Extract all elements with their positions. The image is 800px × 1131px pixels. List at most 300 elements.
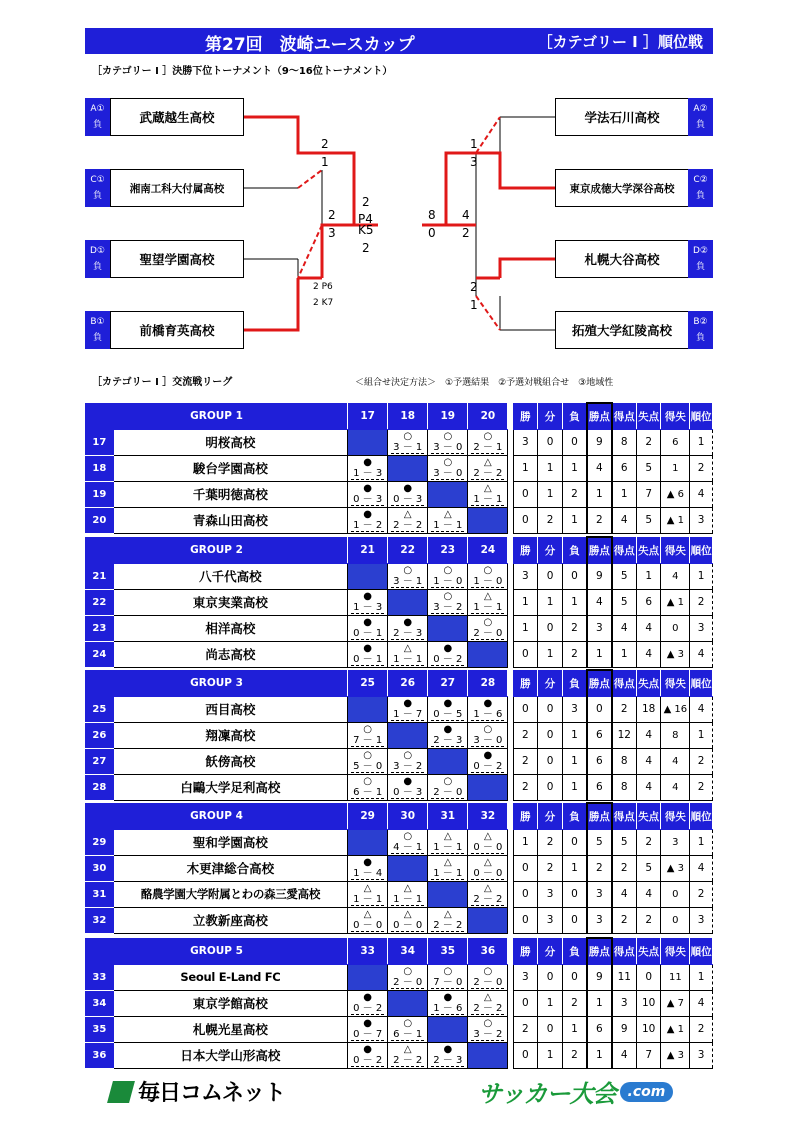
stat-value: 9: [587, 964, 612, 990]
stat-value: 0: [538, 722, 563, 748]
match-result: [468, 615, 508, 641]
match-result: [348, 1016, 388, 1042]
stat-header: 勝点: [587, 537, 612, 563]
stat-value: 3: [562, 696, 587, 722]
result-mark: △: [484, 482, 492, 494]
result-mark: ○: [483, 430, 493, 442]
table-row: [86, 1016, 713, 1042]
stat-header: 失点: [636, 403, 661, 429]
bracket-score: 2: [470, 280, 478, 294]
result-score: 2 － 0: [473, 976, 503, 988]
stat-header: 勝点: [587, 670, 612, 696]
team-name: 駿台学園高校: [113, 455, 347, 481]
stat-value: 1: [587, 990, 612, 1016]
opponent-header: 20: [468, 403, 508, 429]
stat-value: 0: [538, 563, 563, 589]
team-number: 24: [86, 641, 114, 667]
match-result: [428, 774, 468, 800]
stat-value: 10: [636, 990, 661, 1016]
stat-header: 負: [562, 537, 587, 563]
match-result: [428, 964, 468, 990]
self-cell: [348, 964, 388, 990]
match-result: [348, 907, 388, 933]
stat-header: 勝: [513, 403, 538, 429]
team-name: 相洋高校: [113, 615, 347, 641]
opponent-header: 33: [348, 938, 388, 964]
stat-value: 4: [636, 774, 661, 800]
stat-header: 得失: [661, 803, 690, 829]
team-number: 20: [86, 507, 114, 533]
footer: [0, 1068, 800, 1108]
result-score: 2 － 3: [433, 1054, 463, 1066]
match-result: [348, 990, 388, 1016]
stat-header: 分: [538, 938, 563, 964]
stat-value: ▲ 3: [661, 855, 690, 881]
stat-value: 4: [612, 1042, 637, 1068]
stat-value: 1: [690, 563, 713, 589]
match-result: [348, 722, 388, 748]
stat-value: 1: [562, 507, 587, 533]
match-result: [388, 641, 428, 667]
stat-value: 3: [587, 615, 612, 641]
result-mark: △: [403, 1043, 412, 1055]
result-mark: ●: [403, 482, 413, 494]
result-score: 1 － 3: [353, 601, 383, 613]
table-row: [86, 641, 713, 667]
method-note: ＜組合せ決定方法＞ ①予選結果 ②予選対戦組合せ ③地域性: [355, 378, 614, 388]
stat-value: 3: [513, 964, 538, 990]
result-mark: ○: [403, 749, 413, 761]
table-row: [86, 429, 713, 455]
self-cell: [468, 641, 508, 667]
self-cell: [388, 589, 428, 615]
result-score: 1 － 1: [433, 519, 463, 531]
result-score: 2 － 3: [393, 627, 423, 639]
match-result: [348, 641, 388, 667]
stat-value: 4: [690, 481, 713, 507]
team-name: 八千代高校: [113, 563, 347, 589]
table-row: [86, 855, 713, 881]
result-score: 0 － 1: [353, 653, 383, 665]
stat-value: 0: [513, 907, 538, 933]
result-score: 2 － 2: [473, 893, 503, 905]
stat-header: 得点: [612, 403, 637, 429]
result-score: 2 － 2: [473, 467, 503, 479]
result-mark: ○: [483, 616, 493, 628]
stat-header: 勝点: [587, 938, 612, 964]
result-mark: △: [484, 830, 492, 842]
stat-value: 0: [513, 990, 538, 1016]
result-mark: ●: [363, 482, 373, 494]
result-mark: ○: [403, 430, 413, 442]
opponent-header: 28: [468, 670, 508, 696]
bracket-score: 2: [328, 208, 336, 222]
stat-value: 4: [661, 748, 690, 774]
result-mark: ○: [443, 775, 453, 787]
match-result: [468, 429, 508, 455]
match-result: [428, 907, 468, 933]
table-row: [86, 774, 713, 800]
group-name: GROUP 5: [86, 938, 348, 964]
team-number: 30: [86, 855, 114, 881]
table-row: [86, 722, 713, 748]
match-result: [348, 748, 388, 774]
stat-value: 4: [636, 641, 661, 667]
stat-value: 1: [690, 829, 713, 855]
stat-value: 4: [690, 641, 713, 667]
result-mark: △: [403, 642, 412, 654]
stat-value: 1: [513, 615, 538, 641]
opponent-header: 26: [388, 670, 428, 696]
stat-value: 12: [612, 722, 637, 748]
match-result: [388, 429, 428, 455]
stat-value: 6: [587, 774, 612, 800]
stat-value: 2: [690, 881, 713, 907]
stat-value: 0: [636, 964, 661, 990]
result-score: 1 － 2: [353, 519, 383, 531]
comnet-mark-icon: [107, 1081, 135, 1103]
result-score: 0 － 5: [433, 708, 463, 720]
match-result: [348, 455, 388, 481]
stat-value: 4: [636, 615, 661, 641]
match-result: [388, 1016, 428, 1042]
stat-value: 1: [538, 1042, 563, 1068]
stat-value: 6: [612, 455, 637, 481]
team-number: 34: [86, 990, 114, 1016]
result-score: 7 － 0: [433, 976, 463, 988]
stat-header: 分: [538, 537, 563, 563]
stat-value: 5: [636, 455, 661, 481]
stat-header: 失点: [636, 938, 661, 964]
stat-value: 1: [513, 829, 538, 855]
seed-c2: C② 負: [688, 169, 713, 207]
result-mark: △: [443, 508, 452, 520]
stat-value: ▲ 1: [661, 507, 690, 533]
league-subtitle: ［カテゴリー I ］交流戦リーグ: [92, 377, 233, 388]
result-mark: ●: [403, 775, 413, 787]
team-name: Seoul E-Land FC: [113, 964, 347, 990]
team-number: 25: [86, 696, 114, 722]
result-score: 6 － 1: [393, 1028, 423, 1040]
result-mark: ○: [443, 965, 453, 977]
stat-value: 5: [612, 589, 637, 615]
stat-value: 5: [636, 855, 661, 881]
stat-value: 0: [538, 696, 563, 722]
result-mark: ●: [483, 749, 493, 761]
self-cell: [428, 481, 468, 507]
result-mark: ○: [483, 965, 493, 977]
result-mark: ●: [403, 697, 413, 709]
stat-value: 2: [562, 1042, 587, 1068]
stat-value: 11: [661, 964, 690, 990]
match-result: [428, 641, 468, 667]
result-score: 0 － 2: [353, 1002, 383, 1014]
stat-value: 1: [538, 455, 563, 481]
match-result: [348, 481, 388, 507]
match-result: [468, 1016, 508, 1042]
seed-a1: A① 負: [85, 98, 110, 136]
seed-b2: B② 負: [688, 311, 713, 349]
match-result: [348, 615, 388, 641]
stat-value: 3: [587, 881, 612, 907]
result-mark: ○: [403, 830, 413, 842]
result-mark: ●: [363, 642, 373, 654]
stat-header: 分: [538, 803, 563, 829]
result-score: 1 － 3: [353, 467, 383, 479]
table-row: [86, 563, 713, 589]
result-mark: ○: [483, 1017, 493, 1029]
result-score: 1 － 1: [473, 601, 503, 613]
result-mark: ●: [443, 697, 453, 709]
stat-value: 4: [612, 881, 637, 907]
stat-value: 2: [513, 1016, 538, 1042]
stat-value: 1: [538, 641, 563, 667]
stat-header: 得失: [661, 938, 690, 964]
self-cell: [428, 1016, 468, 1042]
result-score: 2 － 2: [433, 919, 463, 931]
stat-value: 0: [661, 907, 690, 933]
result-mark: ○: [443, 430, 453, 442]
group-table: [85, 937, 713, 1069]
seed-d1: D① 負: [85, 240, 110, 278]
group-table: [85, 802, 713, 934]
table-row: [86, 696, 713, 722]
result-score: 1 － 4: [353, 867, 383, 879]
result-score: 1 － 1: [473, 493, 503, 505]
bracket-score: 1: [470, 298, 478, 312]
opponent-header: 23: [428, 537, 468, 563]
stat-value: 2: [612, 855, 637, 881]
stat-value: 4: [690, 855, 713, 881]
stat-value: 1: [538, 990, 563, 1016]
stat-value: 2: [690, 455, 713, 481]
stat-value: 1: [513, 455, 538, 481]
team-name: 翔凜高校: [113, 722, 347, 748]
result-score: 0 － 2: [433, 653, 463, 665]
stat-value: 4: [636, 881, 661, 907]
team-number: 26: [86, 722, 114, 748]
bracket-score: 3: [470, 155, 478, 169]
result-score: 1 － 1: [433, 841, 463, 853]
team-number: 29: [86, 829, 114, 855]
stat-value: 1: [587, 1042, 612, 1068]
stat-value: 3: [690, 615, 713, 641]
table-row: [86, 964, 713, 990]
stat-value: 1: [562, 748, 587, 774]
stat-value: 0: [513, 855, 538, 881]
result-score: 3 － 0: [433, 441, 463, 453]
bracket-score: 3: [328, 226, 336, 240]
stat-header: 順位: [690, 403, 713, 429]
opponent-header: 22: [388, 537, 428, 563]
stat-value: 1: [538, 589, 563, 615]
stat-header: 順位: [690, 670, 713, 696]
stat-value: 9: [587, 563, 612, 589]
match-result: [468, 829, 508, 855]
stat-value: 4: [690, 696, 713, 722]
stat-value: 1: [587, 641, 612, 667]
stat-value: 2: [513, 722, 538, 748]
match-result: [428, 1042, 468, 1068]
stat-value: 4: [587, 589, 612, 615]
match-result: [428, 829, 468, 855]
stat-value: 0: [513, 696, 538, 722]
self-cell: [428, 615, 468, 641]
result-mark: ○: [443, 590, 453, 602]
stat-value: 6: [636, 589, 661, 615]
team-box: 東京成徳大学深谷高校: [555, 169, 689, 207]
stat-value: 1: [562, 774, 587, 800]
stat-value: 1: [661, 455, 690, 481]
result-score: 0 － 3: [393, 493, 423, 505]
result-mark: △: [403, 508, 412, 520]
team-box: 前橋育英高校: [110, 311, 244, 349]
match-result: [428, 563, 468, 589]
team-name: 青森山田高校: [113, 507, 347, 533]
opponent-header: 17: [348, 403, 388, 429]
group-name: GROUP 1: [86, 403, 348, 429]
self-cell: [388, 455, 428, 481]
stat-value: ▲ 7: [661, 990, 690, 1016]
stat-value: 2: [513, 774, 538, 800]
team-box: 湘南工科大付属高校: [110, 169, 244, 207]
stat-value: 4: [690, 990, 713, 1016]
stat-value: 1: [587, 481, 612, 507]
match-result: [428, 507, 468, 533]
self-cell: [348, 829, 388, 855]
match-result: [468, 881, 508, 907]
result-mark: △: [484, 882, 492, 894]
stat-value: 6: [661, 429, 690, 455]
result-score: 2 － 0: [433, 786, 463, 798]
team-number: 21: [86, 563, 114, 589]
match-result: [428, 855, 468, 881]
match-result: [388, 748, 428, 774]
match-result: [468, 855, 508, 881]
match-result: [468, 481, 508, 507]
stat-value: 18: [636, 696, 661, 722]
opponent-header: 18: [388, 403, 428, 429]
stat-header: 得点: [612, 537, 637, 563]
match-result: [468, 455, 508, 481]
stat-value: 2: [562, 990, 587, 1016]
table-row: [86, 615, 713, 641]
match-result: [348, 589, 388, 615]
bracket-score: 2 K7: [313, 298, 334, 308]
stat-header: 分: [538, 403, 563, 429]
team-name: 東京学館高校: [113, 990, 347, 1016]
table-row: [86, 1042, 713, 1068]
result-score: 0 － 0: [393, 919, 423, 931]
stat-value: 2: [636, 907, 661, 933]
table-row: [86, 507, 713, 533]
match-result: [348, 855, 388, 881]
stat-value: 0: [661, 881, 690, 907]
stat-value: 4: [636, 722, 661, 748]
stat-value: 1: [636, 563, 661, 589]
stat-value: 7: [636, 481, 661, 507]
result-score: 1 － 7: [393, 708, 423, 720]
result-score: 7 － 1: [353, 734, 383, 746]
result-score: 4 － 1: [393, 841, 423, 853]
page-title: 第27回 波崎ユースカップ: [205, 35, 415, 55]
result-score: 2 － 0: [473, 627, 503, 639]
result-score: 3 － 2: [393, 760, 423, 772]
result-mark: ●: [363, 456, 373, 468]
stat-value: 2: [690, 748, 713, 774]
stat-value: ▲ 1: [661, 1016, 690, 1042]
result-score: 3 － 1: [393, 441, 423, 453]
table-row: [86, 455, 713, 481]
bracket-score: 2: [362, 241, 370, 255]
match-result: [388, 1042, 428, 1068]
stat-value: 0: [562, 429, 587, 455]
table-row: [86, 990, 713, 1016]
stat-value: 0: [538, 1016, 563, 1042]
result-score: 1 － 6: [433, 1002, 463, 1014]
stat-value: 1: [612, 481, 637, 507]
stat-value: 3: [513, 563, 538, 589]
team-number: 23: [86, 615, 114, 641]
stat-value: 5: [612, 829, 637, 855]
result-mark: ●: [443, 1043, 453, 1055]
stat-value: 4: [661, 563, 690, 589]
result-score: 0 － 7: [353, 1028, 383, 1040]
stat-value: 5: [636, 507, 661, 533]
match-result: [388, 907, 428, 933]
bracket-score: 8: [428, 208, 436, 222]
result-score: 0 － 1: [353, 627, 383, 639]
result-mark: △: [484, 856, 492, 868]
stat-header: 順位: [690, 803, 713, 829]
opponent-header: 35: [428, 938, 468, 964]
table-row: [86, 589, 713, 615]
seed-b1: B① 負: [85, 311, 110, 349]
stat-value: 2: [587, 507, 612, 533]
stat-value: 2: [690, 589, 713, 615]
stat-value: 6: [587, 722, 612, 748]
stat-value: 3: [690, 907, 713, 933]
stat-value: 2: [587, 855, 612, 881]
stat-header: 勝点: [587, 403, 612, 429]
stat-value: 10: [636, 1016, 661, 1042]
table-row: [86, 481, 713, 507]
team-box: 拓殖大学紅陵高校: [555, 311, 689, 349]
stat-value: 0: [538, 429, 563, 455]
result-mark: ●: [363, 508, 373, 520]
match-result: [468, 964, 508, 990]
opponent-header: 30: [388, 803, 428, 829]
stat-value: 6: [587, 748, 612, 774]
stat-value: 1: [562, 1016, 587, 1042]
result-score: 3 － 1: [393, 575, 423, 587]
seed-c1: C① 負: [85, 169, 110, 207]
stat-value: 2: [612, 696, 637, 722]
match-result: [348, 1042, 388, 1068]
stat-header: 負: [562, 670, 587, 696]
result-score: 1 － 0: [473, 575, 503, 587]
stat-value: 0: [538, 748, 563, 774]
stat-value: 3: [661, 829, 690, 855]
match-result: [388, 964, 428, 990]
stat-value: 0: [538, 615, 563, 641]
stat-value: 2: [636, 429, 661, 455]
result-mark: ○: [363, 775, 373, 787]
self-cell: [468, 507, 508, 533]
self-cell: [468, 907, 508, 933]
bracket-score: 4: [462, 208, 470, 222]
team-name: 札幌光星高校: [113, 1016, 347, 1042]
